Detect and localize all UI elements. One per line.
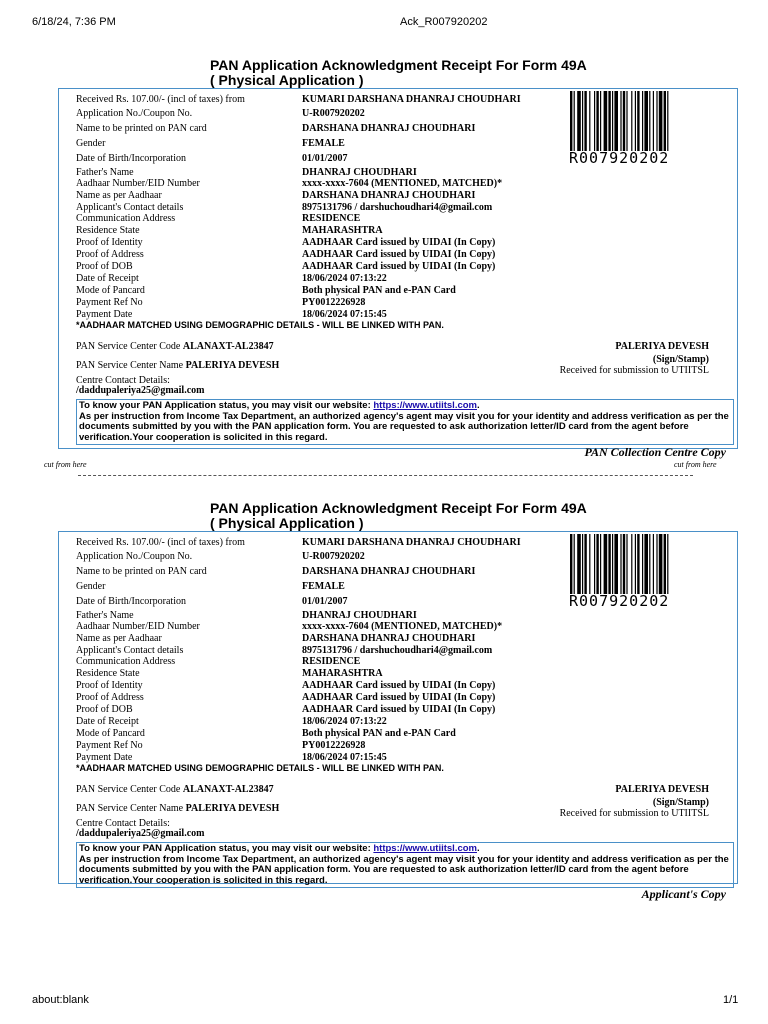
copy-type-label: PAN Collection Centre Copy bbox=[584, 445, 726, 459]
center-code-label: PAN Service Center Code bbox=[76, 784, 181, 795]
field-value: 18/06/2024 07:13:22 bbox=[302, 273, 387, 284]
field-value: 18/06/2024 07:15:45 bbox=[302, 309, 387, 320]
barcode-bar bbox=[644, 91, 648, 151]
barcode-bar bbox=[659, 91, 663, 151]
field-value: DARSHANA DHANRAJ CHOUDHARI bbox=[302, 123, 476, 134]
barcode-bar bbox=[637, 91, 639, 151]
barcode-bar bbox=[600, 534, 601, 594]
barcode-bar bbox=[649, 534, 650, 594]
field-value: KUMARI DARSHANA DHANRAJ CHOUDHARI bbox=[302, 537, 521, 548]
field-label: Date of Birth/Incorporation bbox=[76, 596, 186, 607]
barcode-bar bbox=[614, 534, 618, 594]
barcode-bar bbox=[596, 534, 598, 594]
aadhaar-note: *AADHAAR MATCHED USING DEMOGRAPHIC DETAILS - WILL BE LINKED WITH PAN. bbox=[76, 320, 444, 330]
barcode-bar bbox=[644, 534, 648, 594]
field-label: Name as per Aadhaar bbox=[76, 190, 162, 201]
receipt-title bbox=[210, 501, 587, 531]
barcode-bar bbox=[635, 534, 636, 594]
barcode-bar bbox=[649, 91, 650, 151]
field-label: Applicant's Contact details bbox=[76, 645, 184, 656]
field-label: Date of Birth/Incorporation bbox=[76, 153, 186, 164]
field-value: MAHARASHTRA bbox=[302, 225, 383, 236]
field-value: xxxx-xxxx-7604 (MENTIONED, MATCHED)* bbox=[302, 621, 503, 632]
center-code-value: ALANAXT-AL23847 bbox=[182, 784, 274, 795]
copy-type-label: Applicant's Copy bbox=[641, 887, 726, 901]
sign-stamp: (Sign/Stamp) bbox=[652, 354, 709, 365]
barcode-bar bbox=[577, 534, 581, 594]
contact-label: Centre Contact Details: bbox=[76, 375, 170, 386]
barcode-bar bbox=[584, 91, 586, 151]
barcode-number: R007920202 bbox=[569, 149, 670, 167]
center-code-value: ALANAXT-AL23847 bbox=[182, 341, 274, 352]
field-label: Residence State bbox=[76, 225, 140, 236]
field-value: RESIDENCE bbox=[302, 213, 361, 224]
field-label: Father's Name bbox=[76, 610, 134, 621]
sign-name: PALERIYA DEVESH bbox=[615, 784, 709, 795]
center-name-value: PALERIYA DEVESH bbox=[185, 360, 280, 371]
barcode-bar bbox=[664, 91, 666, 151]
contact-email: /daddupaleriya25@gmail.com bbox=[76, 385, 205, 396]
barcode-bar bbox=[570, 91, 572, 151]
barcode-bar bbox=[589, 91, 590, 151]
field-label: Name as per Aadhaar bbox=[76, 633, 162, 644]
field-value: DHANRAJ CHOUDHARI bbox=[302, 167, 417, 178]
field-label: Payment Ref No bbox=[76, 740, 143, 751]
field-value: AADHAAR Card issued by UIDAI (In Copy) bbox=[302, 249, 496, 260]
receipt-box bbox=[58, 531, 738, 884]
field-label: Residence State bbox=[76, 668, 140, 679]
field-label: Applicant's Contact details bbox=[76, 202, 184, 213]
utiitsl-link[interactable]: https://www.utiitsl.com bbox=[373, 400, 477, 411]
receipt-box bbox=[58, 88, 738, 449]
barcode-bar bbox=[626, 534, 627, 594]
barcode-bar bbox=[608, 91, 610, 151]
field-label: Mode of Pancard bbox=[76, 285, 145, 296]
cut-label-right: cut from here bbox=[674, 460, 717, 469]
barcode-bar bbox=[577, 91, 581, 151]
barcode-bar bbox=[612, 91, 613, 151]
field-value: U-R007920202 bbox=[302, 108, 365, 119]
sign-received: Received for submission to UTIITSL bbox=[559, 808, 709, 819]
center-name-label: PAN Service Center Name bbox=[76, 803, 184, 814]
barcode-bar bbox=[656, 91, 657, 151]
cut-line bbox=[78, 475, 693, 476]
field-label: Date of Receipt bbox=[76, 716, 139, 727]
field-label: Proof of Address bbox=[76, 692, 144, 703]
info-text-1: To know your PAN Application status, you may visit our website: bbox=[79, 400, 374, 411]
field-label: Mode of Pancard bbox=[76, 728, 145, 739]
info-text-2: . bbox=[477, 843, 480, 854]
barcode-bar bbox=[582, 534, 583, 594]
barcode-bar bbox=[608, 534, 610, 594]
barcode-bar bbox=[584, 534, 586, 594]
info-text-3: As per instruction from Income Tax Department, an authorized agency's agent may visit you for your identity and address verification as per the documents submitted by you with the PAN application form. You are requested to ask authorization letter/ID card from the agent before verification.Your cooperation is solicited in this regard. bbox=[79, 853, 729, 886]
barcode-bar bbox=[604, 534, 608, 594]
print-page-number: 1/1 bbox=[723, 994, 739, 1006]
info-text-1: To know your PAN Application status, you may visit our website: bbox=[79, 843, 374, 854]
field-value: xxxx-xxxx-7604 (MENTIONED, MATCHED)* bbox=[302, 178, 503, 189]
receipt-title bbox=[210, 58, 587, 88]
field-value: 01/01/2007 bbox=[302, 596, 348, 607]
center-code-line bbox=[76, 784, 274, 795]
contact-block bbox=[76, 819, 204, 839]
field-value: 8975131796 / darshuchoudhari4@gmail.com bbox=[302, 645, 493, 656]
field-label: Payment Date bbox=[76, 752, 133, 763]
field-value: FEMALE bbox=[302, 138, 345, 149]
field-label: Proof of Identity bbox=[76, 680, 143, 691]
field-value: DHANRAJ CHOUDHARI bbox=[302, 610, 417, 621]
field-label: Received Rs. 107.00/- (incl of taxes) from bbox=[76, 537, 245, 548]
field-label: Application No./Coupon No. bbox=[76, 551, 193, 562]
center-name-line bbox=[76, 360, 279, 371]
barcode bbox=[570, 534, 700, 594]
field-label: Payment Ref No bbox=[76, 297, 143, 308]
barcode-bar bbox=[589, 534, 590, 594]
info-box bbox=[76, 842, 734, 888]
barcode-bar bbox=[612, 534, 613, 594]
barcode-bar bbox=[637, 534, 639, 594]
barcode-bar bbox=[623, 91, 625, 151]
barcode-bar bbox=[642, 534, 643, 594]
field-label: Received Rs. 107.00/- (incl of taxes) from bbox=[76, 94, 245, 105]
field-value: AADHAAR Card issued by UIDAI (In Copy) bbox=[302, 237, 496, 248]
print-doc-title: Ack_R007920202 bbox=[400, 16, 488, 28]
field-value: DARSHANA DHANRAJ CHOUDHARI bbox=[302, 633, 476, 644]
barcode-bar bbox=[631, 91, 632, 151]
barcode-bar bbox=[653, 91, 654, 151]
field-value: Both physical PAN and e-PAN Card bbox=[302, 285, 456, 296]
field-value: AADHAAR Card issued by UIDAI (In Copy) bbox=[302, 680, 496, 691]
receipt-title-line1: PAN Application Acknowledgment Receipt For Form 49A bbox=[210, 500, 587, 516]
barcode-bar bbox=[574, 91, 575, 151]
field-label: Application No./Coupon No. bbox=[76, 108, 193, 119]
field-label: Proof of Address bbox=[76, 249, 144, 260]
barcode-bar bbox=[664, 534, 666, 594]
barcode-bar bbox=[642, 91, 643, 151]
contact-email: /daddupaleriya25@gmail.com bbox=[76, 828, 205, 839]
aadhaar-note: *AADHAAR MATCHED USING DEMOGRAPHIC DETAILS - WILL BE LINKED WITH PAN. bbox=[76, 763, 444, 773]
field-value: 8975131796 / darshuchoudhari4@gmail.com bbox=[302, 202, 493, 213]
barcode-bar bbox=[659, 534, 663, 594]
field-label: Proof of Identity bbox=[76, 237, 143, 248]
receipt-title-line1: PAN Application Acknowledgment Receipt For Form 49A bbox=[210, 57, 587, 73]
field-value: DARSHANA DHANRAJ CHOUDHARI bbox=[302, 566, 476, 577]
field-label: Proof of DOB bbox=[76, 261, 133, 272]
field-value: MAHARASHTRA bbox=[302, 668, 383, 679]
barcode-bar bbox=[620, 534, 621, 594]
center-name-label: PAN Service Center Name bbox=[76, 360, 184, 371]
receipt-title-line2: ( Physical Application ) bbox=[210, 72, 364, 88]
barcode-bar bbox=[635, 91, 636, 151]
signature-block bbox=[560, 784, 709, 819]
barcode-bar bbox=[574, 534, 575, 594]
field-value: DARSHANA DHANRAJ CHOUDHARI bbox=[302, 190, 476, 201]
field-label: Aadhaar Number/EID Number bbox=[76, 621, 200, 632]
barcode-bar bbox=[582, 91, 583, 151]
contact-label: Centre Contact Details: bbox=[76, 818, 170, 829]
field-label: Date of Receipt bbox=[76, 273, 139, 284]
sign-received: Received for submission to UTIITSL bbox=[559, 365, 709, 376]
center-name-value: PALERIYA DEVESH bbox=[185, 803, 280, 814]
barcode-bar bbox=[596, 91, 598, 151]
barcode-bar bbox=[594, 534, 595, 594]
print-datetime: 6/18/24, 7:36 PM bbox=[32, 16, 116, 28]
signature-block bbox=[560, 341, 709, 376]
barcode-bar bbox=[653, 534, 654, 594]
field-value: AADHAAR Card issued by UIDAI (In Copy) bbox=[302, 692, 496, 703]
barcode-bar bbox=[600, 91, 601, 151]
field-label: Communication Address bbox=[76, 213, 176, 224]
barcode-bar bbox=[614, 91, 618, 151]
field-value: U-R007920202 bbox=[302, 551, 365, 562]
field-value: AADHAAR Card issued by UIDAI (In Copy) bbox=[302, 261, 496, 272]
field-value: PY0012226928 bbox=[302, 740, 366, 751]
barcode-bar bbox=[656, 534, 657, 594]
field-label: Payment Date bbox=[76, 309, 133, 320]
print-url: about:blank bbox=[32, 994, 89, 1006]
barcode bbox=[570, 91, 700, 151]
field-value: 18/06/2024 07:13:22 bbox=[302, 716, 387, 727]
field-value: KUMARI DARSHANA DHANRAJ CHOUDHARI bbox=[302, 94, 521, 105]
barcode-bar bbox=[620, 91, 621, 151]
field-label: Father's Name bbox=[76, 167, 134, 178]
barcode-bar bbox=[623, 534, 625, 594]
info-text-3: As per instruction from Income Tax Department, an authorized agency's agent may visit you for your identity and address verification as per the documents submitted by you with the PAN application form. You are requested to ask authorization letter/ID card from the agent before verification.Your cooperation is solicited in this regard. bbox=[79, 410, 729, 443]
field-label: Name to be printed on PAN card bbox=[76, 123, 207, 134]
barcode-bar bbox=[667, 534, 668, 594]
field-label: Proof of DOB bbox=[76, 704, 133, 715]
field-label: Communication Address bbox=[76, 656, 176, 667]
sign-stamp: (Sign/Stamp) bbox=[652, 797, 709, 808]
barcode-number: R007920202 bbox=[569, 592, 670, 610]
field-value: AADHAAR Card issued by UIDAI (In Copy) bbox=[302, 704, 496, 715]
barcode-bar bbox=[667, 91, 668, 151]
field-label: Name to be printed on PAN card bbox=[76, 566, 207, 577]
field-value: 18/06/2024 07:15:45 bbox=[302, 752, 387, 763]
barcode-bar bbox=[570, 534, 572, 594]
center-name-line bbox=[76, 803, 279, 814]
cut-label-left: cut from here bbox=[44, 460, 87, 469]
utiitsl-link[interactable]: https://www.utiitsl.com bbox=[373, 843, 477, 854]
barcode-bar bbox=[604, 91, 608, 151]
field-label: Gender bbox=[76, 138, 106, 149]
field-value: FEMALE bbox=[302, 581, 345, 592]
field-value: 01/01/2007 bbox=[302, 153, 348, 164]
barcode-bar bbox=[631, 534, 632, 594]
contact-block bbox=[76, 376, 204, 396]
field-label: Gender bbox=[76, 581, 106, 592]
barcode-bar bbox=[626, 91, 627, 151]
field-label: Aadhaar Number/EID Number bbox=[76, 178, 200, 189]
info-box bbox=[76, 399, 734, 445]
field-value: PY0012226928 bbox=[302, 297, 366, 308]
center-code-label: PAN Service Center Code bbox=[76, 341, 181, 352]
sign-name: PALERIYA DEVESH bbox=[615, 341, 709, 352]
center-code-line bbox=[76, 341, 274, 352]
barcode-bar bbox=[594, 91, 595, 151]
field-value: RESIDENCE bbox=[302, 656, 361, 667]
info-text-2: . bbox=[477, 400, 480, 411]
receipt-title-line2: ( Physical Application ) bbox=[210, 515, 364, 531]
field-value: Both physical PAN and e-PAN Card bbox=[302, 728, 456, 739]
